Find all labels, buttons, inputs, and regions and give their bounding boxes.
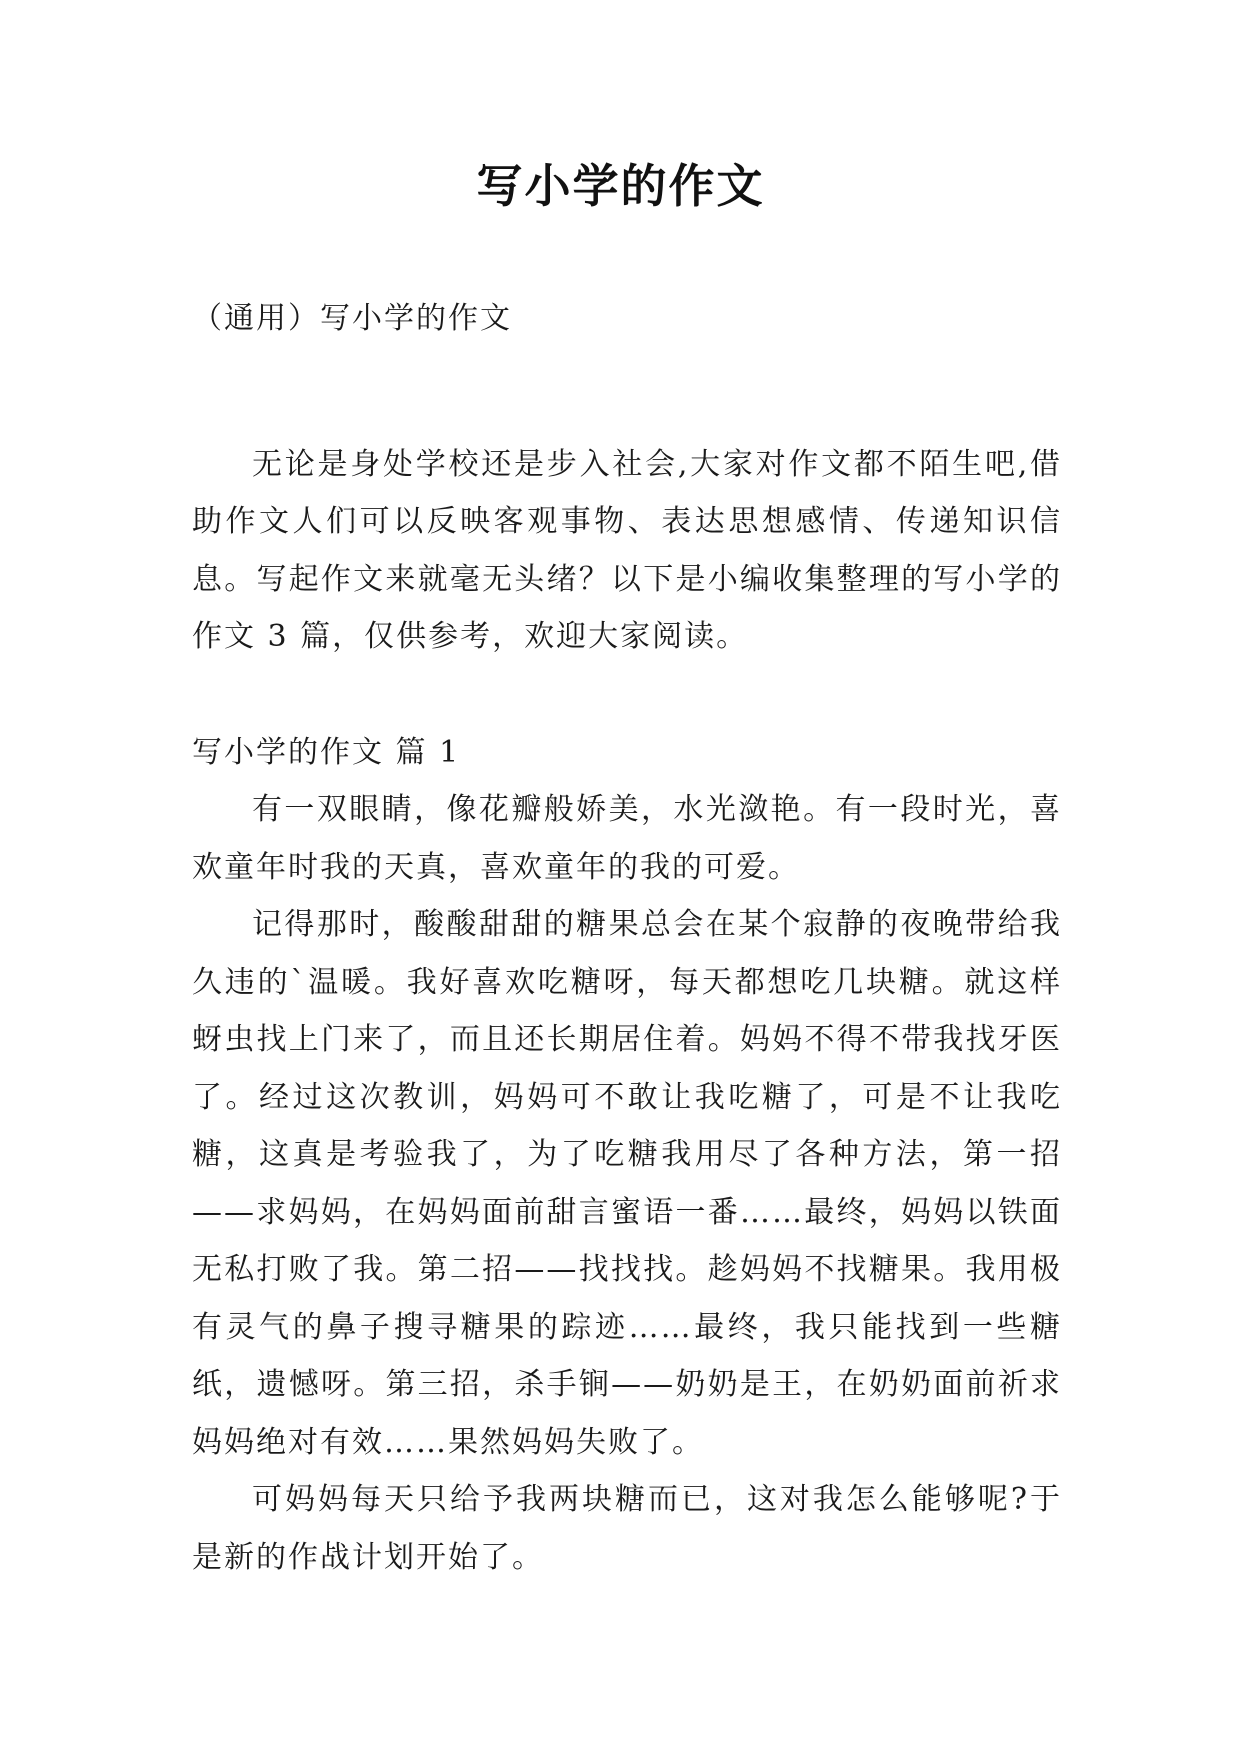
document-title: 写小学的作文 [476,159,765,213]
document-body [192,290,1062,1586]
spacer [192,666,1062,724]
body-paragraph: 有一双眼睛，像花瓣般娇美，水光潋艳。有一段时光，喜欢童年时我的天真，喜欢童年的我的可爱。 [192,792,1062,885]
spacer [192,348,1062,436]
body-paragraph: 记得那时，酸酸甜甜的糖果总会在某个寂静的夜晚带给我久违的`温暖。我好喜欢吃糖呀，每天都想吃几块糖。就这样蚜虫找上门来了，而且还长期居住着。妈妈不得不带我找牙医了。经过这次教训，妈妈可不敢让我吃糖了，可是不让我吃糖，这真是考验我了，为了吃糖我用尽了各种方法，第一招——求妈妈，在妈妈面前甜言蜜语一番……最终，妈妈以铁面无私打败了我。第二招——找找找。趁妈妈不找糖果。我用极有灵气的鼻子搜寻糖果的踪迹……最终，我只能找到一些糖纸，遗憾呀。第三招，杀手锏——奶奶是王，在奶奶面前祈求妈妈绝对有效……果然妈妈失败了。 [192,907,1062,1460]
body-paragraph: 可妈妈每天只给予我两块糖而已，这对我怎么能够呢?于是新的作战计划开始了。 [192,1482,1062,1575]
section-heading: 写小学的作文 篇 1 [192,734,461,770]
document-subtitle: （通用）写小学的作文 [192,301,512,336]
intro-paragraph: 无论是身处学校还是步入社会,大家对作文都不陌生吧,借助作文人们可以反映客观事物、表达思想感情、传递知识信息。写起作文来就毫无头绪？以下是小编收集整理的写小学的作文 3 篇，仅供参考，欢迎大家阅读。 [192,446,1062,654]
